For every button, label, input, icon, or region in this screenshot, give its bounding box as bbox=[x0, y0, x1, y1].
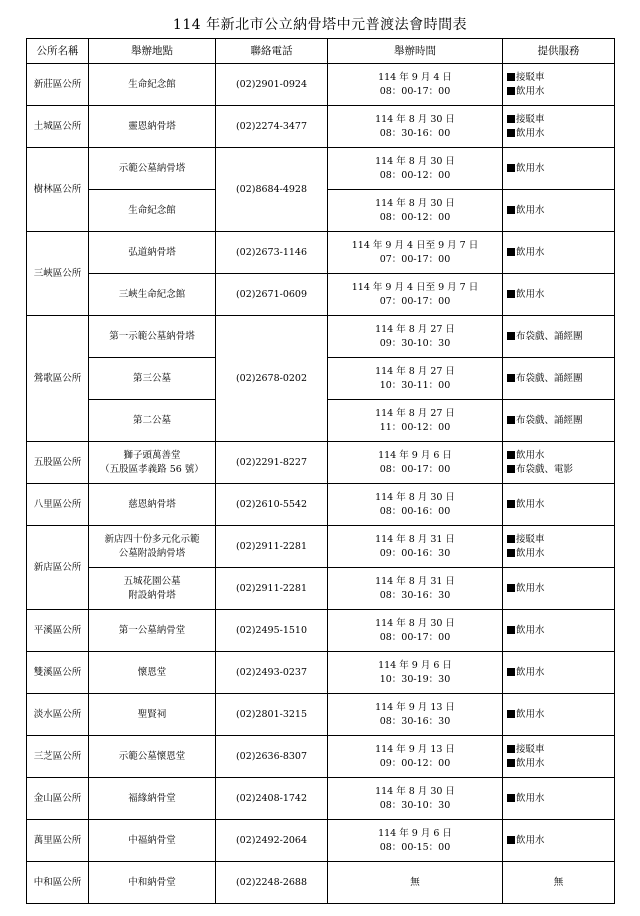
time-line: 08：30-16：00 bbox=[379, 127, 451, 139]
phone-cell: (02)2911-2281 bbox=[216, 568, 328, 610]
time-line: 114 年 8 月 27 日 bbox=[375, 407, 455, 419]
phone-cell: (02)2911-2281 bbox=[216, 526, 328, 568]
time-cell bbox=[328, 652, 503, 694]
time-line: 09：30-10：30 bbox=[379, 337, 451, 349]
phone-cell: (02)2408-1742 bbox=[216, 778, 328, 820]
time-line: 08：00-15：00 bbox=[379, 841, 451, 853]
location-cell bbox=[89, 526, 216, 568]
location-line: 第一示範公墓納骨塔 bbox=[109, 330, 195, 342]
services-cell bbox=[503, 652, 615, 694]
checkbox-filled-icon bbox=[507, 374, 515, 382]
service-label: 飲用水 bbox=[516, 547, 545, 559]
time-cell bbox=[328, 358, 503, 400]
location-cell bbox=[89, 862, 216, 904]
location-line: 獅子頭萬善堂 bbox=[123, 449, 181, 461]
services-cell bbox=[503, 694, 615, 736]
service-label: 飲用水 bbox=[516, 288, 545, 300]
service-label: 飲用水 bbox=[516, 582, 545, 594]
table-row bbox=[27, 64, 615, 106]
time-line: 114 年 8 月 30 日 bbox=[375, 155, 455, 167]
service-item bbox=[507, 113, 612, 127]
checkbox-filled-icon bbox=[507, 549, 515, 557]
time-line: 10：30-19：30 bbox=[379, 673, 451, 685]
services-cell bbox=[503, 778, 615, 820]
phone-cell: (02)2673-1146 bbox=[216, 232, 328, 274]
phone-cell: (02)2274-3477 bbox=[216, 106, 328, 148]
service-label: 飲用水 bbox=[516, 449, 545, 461]
phone-cell: (02)2610-5542 bbox=[216, 484, 328, 526]
services-cell bbox=[503, 526, 615, 568]
office-cell: 新莊區公所 bbox=[27, 64, 89, 106]
services-cell: 無 bbox=[503, 862, 615, 904]
service-label: 飲用水 bbox=[516, 498, 545, 510]
location-cell bbox=[89, 610, 216, 652]
location-line: 第三公墓 bbox=[132, 372, 171, 384]
time-line: 07：00-17：00 bbox=[379, 295, 451, 307]
location-line: （五股區孝義路 56 號） bbox=[100, 463, 204, 475]
services-cell bbox=[503, 64, 615, 106]
service-label: 接駁車 bbox=[516, 743, 545, 755]
time-cell bbox=[328, 400, 503, 442]
location-line: 三峽生命紀念館 bbox=[118, 288, 186, 300]
phone-cell: (02)2636-8307 bbox=[216, 736, 328, 778]
service-item bbox=[507, 463, 612, 477]
service-label: 飲用水 bbox=[516, 204, 545, 216]
location-line: 弘道納骨塔 bbox=[128, 246, 176, 258]
office-cell: 新店區公所 bbox=[27, 526, 89, 610]
location-line: 第二公墓 bbox=[132, 414, 171, 426]
time-cell bbox=[328, 484, 503, 526]
time-line: 114 年 8 月 30 日 bbox=[375, 491, 455, 503]
service-item bbox=[507, 372, 612, 386]
checkbox-filled-icon bbox=[507, 500, 515, 508]
time-line: 114 年 8 月 31 日 bbox=[375, 575, 455, 587]
table-row bbox=[27, 232, 615, 274]
checkbox-filled-icon bbox=[507, 164, 515, 172]
checkbox-filled-icon bbox=[507, 710, 515, 718]
service-label: 飲用水 bbox=[516, 708, 545, 720]
header-location: 舉辦地點 bbox=[89, 39, 216, 64]
checkbox-filled-icon bbox=[507, 584, 515, 592]
checkbox-filled-icon bbox=[507, 416, 515, 424]
schedule-table bbox=[26, 38, 615, 904]
header-office: 公所名稱 bbox=[27, 39, 89, 64]
service-item bbox=[507, 666, 612, 680]
services-cell bbox=[503, 358, 615, 400]
office-cell: 土城區公所 bbox=[27, 106, 89, 148]
checkbox-filled-icon bbox=[507, 794, 515, 802]
location-cell bbox=[89, 190, 216, 232]
office-cell: 金山區公所 bbox=[27, 778, 89, 820]
service-label: 飲用水 bbox=[516, 757, 545, 769]
checkbox-filled-icon bbox=[507, 668, 515, 676]
service-label: 布袋戲、誦經團 bbox=[516, 372, 583, 384]
service-item bbox=[507, 330, 612, 344]
time-line: 09：00-12：00 bbox=[379, 757, 451, 769]
services-cell bbox=[503, 610, 615, 652]
table-row bbox=[27, 610, 615, 652]
time-cell bbox=[328, 316, 503, 358]
time-cell bbox=[328, 610, 503, 652]
location-cell bbox=[89, 232, 216, 274]
service-item bbox=[507, 85, 612, 99]
time-line: 08：00-12：00 bbox=[379, 169, 451, 181]
table-row bbox=[27, 820, 615, 862]
service-label: 飲用水 bbox=[516, 792, 545, 804]
time-line: 114 年 9 月 6 日 bbox=[378, 449, 452, 461]
location-cell bbox=[89, 694, 216, 736]
office-cell: 中和區公所 bbox=[27, 862, 89, 904]
phone-cell: (02)2248-2688 bbox=[216, 862, 328, 904]
service-label: 布袋戲、誦經團 bbox=[516, 330, 583, 342]
office-cell: 五股區公所 bbox=[27, 442, 89, 484]
office-cell: 平溪區公所 bbox=[27, 610, 89, 652]
service-label: 接駁車 bbox=[516, 71, 545, 83]
service-item bbox=[507, 743, 612, 757]
location-cell bbox=[89, 442, 216, 484]
phone-cell: (02)2493-0237 bbox=[216, 652, 328, 694]
table-body bbox=[27, 64, 615, 904]
phone-cell: (02)2671-0609 bbox=[216, 274, 328, 316]
location-cell bbox=[89, 820, 216, 862]
service-item bbox=[507, 71, 612, 85]
location-cell bbox=[89, 736, 216, 778]
service-item bbox=[507, 414, 612, 428]
services-cell bbox=[503, 232, 615, 274]
phone-cell: (02)2492-2064 bbox=[216, 820, 328, 862]
time-line: 08：00-16：00 bbox=[379, 505, 451, 517]
table-row bbox=[27, 652, 615, 694]
time-cell bbox=[328, 568, 503, 610]
time-cell bbox=[328, 778, 503, 820]
phone-cell: (02)2678-0202 bbox=[216, 316, 328, 442]
location-line: 中和納骨堂 bbox=[128, 876, 176, 888]
service-item bbox=[507, 834, 612, 848]
table-row bbox=[27, 736, 615, 778]
phone-cell: (02)2495-1510 bbox=[216, 610, 328, 652]
checkbox-filled-icon bbox=[507, 290, 515, 298]
checkbox-filled-icon bbox=[507, 745, 515, 753]
service-label: 布袋戲、誦經團 bbox=[516, 414, 583, 426]
time-line: 114 年 9 月 6 日 bbox=[378, 827, 452, 839]
services-cell bbox=[503, 568, 615, 610]
service-label: 飲用水 bbox=[516, 162, 545, 174]
service-label: 布袋戲、電影 bbox=[516, 463, 574, 475]
table-row bbox=[27, 778, 615, 820]
location-cell bbox=[89, 358, 216, 400]
services-cell bbox=[503, 190, 615, 232]
checkbox-filled-icon bbox=[507, 836, 515, 844]
time-line: 114 年 8 月 30 日 bbox=[375, 617, 455, 629]
location-line: 五城花園公墓 bbox=[123, 575, 181, 587]
location-cell bbox=[89, 274, 216, 316]
time-line: 114 年 8 月 30 日 bbox=[375, 113, 455, 125]
services-cell bbox=[503, 400, 615, 442]
checkbox-filled-icon bbox=[507, 535, 515, 543]
service-item bbox=[507, 498, 612, 512]
time-line: 08：00-17：00 bbox=[379, 85, 451, 97]
service-item bbox=[507, 547, 612, 561]
phone-cell: (02)2291-8227 bbox=[216, 442, 328, 484]
time-cell bbox=[328, 148, 503, 190]
services-cell bbox=[503, 316, 615, 358]
time-cell bbox=[328, 694, 503, 736]
table-row bbox=[27, 526, 615, 568]
phone-cell: (02)2801-3215 bbox=[216, 694, 328, 736]
location-cell bbox=[89, 316, 216, 358]
checkbox-filled-icon bbox=[507, 206, 515, 214]
checkbox-filled-icon bbox=[507, 626, 515, 634]
service-label: 飲用水 bbox=[516, 127, 545, 139]
office-cell: 八里區公所 bbox=[27, 484, 89, 526]
office-cell: 雙溪區公所 bbox=[27, 652, 89, 694]
table-row bbox=[27, 442, 615, 484]
time-cell bbox=[328, 736, 503, 778]
location-line: 新店四十份多元化示範 bbox=[104, 533, 200, 545]
location-line: 懷恩堂 bbox=[137, 666, 167, 678]
time-line: 114 年 9 月 4 日至 9 月 7 日 bbox=[351, 281, 479, 293]
location-line: 示範公墓懷恩堂 bbox=[118, 750, 186, 762]
location-line: 示範公墓納骨塔 bbox=[118, 162, 186, 174]
time-cell bbox=[328, 64, 503, 106]
time-line: 08：00-17：00 bbox=[379, 631, 451, 643]
service-label: 飲用水 bbox=[516, 246, 545, 258]
services-cell bbox=[503, 148, 615, 190]
time-cell bbox=[328, 106, 503, 148]
checkbox-filled-icon bbox=[507, 87, 515, 95]
table-row bbox=[27, 106, 615, 148]
time-line: 08：30-10：30 bbox=[379, 799, 451, 811]
service-item bbox=[507, 162, 612, 176]
table-row bbox=[27, 274, 615, 316]
time-cell bbox=[328, 442, 503, 484]
header-time: 舉辦時間 bbox=[328, 39, 503, 64]
time-line: 114 年 9 月 6 日 bbox=[378, 659, 452, 671]
service-item bbox=[507, 288, 612, 302]
services-cell bbox=[503, 274, 615, 316]
checkbox-filled-icon bbox=[507, 451, 515, 459]
location-cell bbox=[89, 64, 216, 106]
table-header-row bbox=[27, 39, 615, 64]
time-line: 114 年 9 月 13 日 bbox=[375, 743, 455, 755]
office-cell: 三峽區公所 bbox=[27, 232, 89, 316]
services-cell bbox=[503, 442, 615, 484]
phone-cell: (02)2901-0924 bbox=[216, 64, 328, 106]
service-item bbox=[507, 757, 612, 771]
phone-cell: (02)8684-4928 bbox=[216, 148, 328, 232]
location-line: 附設納骨塔 bbox=[128, 589, 176, 601]
table-row bbox=[27, 316, 615, 358]
time-line: 114 年 8 月 30 日 bbox=[375, 197, 455, 209]
schedule-table-container bbox=[26, 38, 614, 904]
services-cell bbox=[503, 484, 615, 526]
location-line: 生命紀念館 bbox=[128, 204, 176, 216]
services-cell bbox=[503, 820, 615, 862]
table-row bbox=[27, 568, 615, 610]
time-cell bbox=[328, 190, 503, 232]
office-cell: 樹林區公所 bbox=[27, 148, 89, 232]
time-line: 08：30-16：30 bbox=[379, 715, 451, 727]
service-item bbox=[507, 533, 612, 547]
location-cell bbox=[89, 652, 216, 694]
location-line: 福緣納骨堂 bbox=[128, 792, 176, 804]
office-cell: 萬里區公所 bbox=[27, 820, 89, 862]
service-item bbox=[507, 449, 612, 463]
checkbox-filled-icon bbox=[507, 759, 515, 767]
table-row bbox=[27, 148, 615, 190]
location-cell bbox=[89, 148, 216, 190]
time-line: 10：30-11：00 bbox=[379, 379, 451, 391]
office-cell: 三芝區公所 bbox=[27, 736, 89, 778]
location-line: 聖賢祠 bbox=[137, 708, 167, 720]
service-item bbox=[507, 246, 612, 260]
service-item bbox=[507, 624, 612, 638]
time-cell bbox=[328, 274, 503, 316]
time-line: 114 年 9 月 4 日至 9 月 7 日 bbox=[351, 239, 479, 251]
time-line: 08：00-17：00 bbox=[379, 463, 451, 475]
service-label: 飲用水 bbox=[516, 624, 545, 636]
checkbox-filled-icon bbox=[507, 332, 515, 340]
time-cell bbox=[328, 820, 503, 862]
service-label: 飲用水 bbox=[516, 666, 545, 678]
checkbox-filled-icon bbox=[507, 248, 515, 256]
time-line: 07：00-17：00 bbox=[379, 253, 451, 265]
time-line: 08：00-12：00 bbox=[379, 211, 451, 223]
checkbox-filled-icon bbox=[507, 465, 515, 473]
location-cell bbox=[89, 106, 216, 148]
time-line: 09：00-16：30 bbox=[379, 547, 451, 559]
header-phone: 聯絡電話 bbox=[216, 39, 328, 64]
service-label: 飲用水 bbox=[516, 85, 545, 97]
table-row bbox=[27, 484, 615, 526]
location-cell bbox=[89, 778, 216, 820]
service-label: 飲用水 bbox=[516, 834, 545, 846]
service-item bbox=[507, 127, 612, 141]
service-item bbox=[507, 582, 612, 596]
table-row bbox=[27, 862, 615, 904]
service-label: 接駁車 bbox=[516, 533, 545, 545]
time-line: 114 年 8 月 30 日 bbox=[375, 785, 455, 797]
services-cell bbox=[503, 736, 615, 778]
time-line: 114 年 8 月 27 日 bbox=[375, 323, 455, 335]
location-line: 第一公墓納骨堂 bbox=[118, 624, 186, 636]
location-line: 生命紀念館 bbox=[128, 78, 176, 90]
services-cell bbox=[503, 106, 615, 148]
checkbox-filled-icon bbox=[507, 129, 515, 137]
location-line: 公墓附設納骨塔 bbox=[118, 547, 186, 559]
office-cell: 淡水區公所 bbox=[27, 694, 89, 736]
time-line: 114 年 8 月 27 日 bbox=[375, 365, 455, 377]
location-cell bbox=[89, 484, 216, 526]
time-line: 08：30-16：30 bbox=[379, 589, 451, 601]
table-row bbox=[27, 694, 615, 736]
time-line: 114 年 8 月 31 日 bbox=[375, 533, 455, 545]
header-services: 提供服務 bbox=[503, 39, 615, 64]
location-cell bbox=[89, 400, 216, 442]
time-line: 11：00-12：00 bbox=[379, 421, 451, 433]
time-cell bbox=[328, 862, 503, 904]
location-line: 靈恩納骨塔 bbox=[128, 120, 176, 132]
location-cell bbox=[89, 568, 216, 610]
service-item bbox=[507, 204, 612, 218]
office-cell: 鶯歌區公所 bbox=[27, 316, 89, 442]
time-line: 114 年 9 月 13 日 bbox=[375, 701, 455, 713]
location-line: 慈恩納骨塔 bbox=[128, 498, 176, 510]
service-item bbox=[507, 792, 612, 806]
page-title: 114 年新北市公立納骨塔中元普渡法會時間表 bbox=[172, 17, 468, 33]
checkbox-filled-icon bbox=[507, 73, 515, 81]
location-line: 中福納骨堂 bbox=[128, 834, 176, 846]
checkbox-filled-icon bbox=[507, 115, 515, 123]
time-line: 無 bbox=[410, 876, 420, 888]
time-cell bbox=[328, 526, 503, 568]
service-label: 接駁車 bbox=[516, 113, 545, 125]
time-cell bbox=[328, 232, 503, 274]
time-line: 114 年 9 月 4 日 bbox=[378, 71, 452, 83]
service-item bbox=[507, 708, 612, 722]
